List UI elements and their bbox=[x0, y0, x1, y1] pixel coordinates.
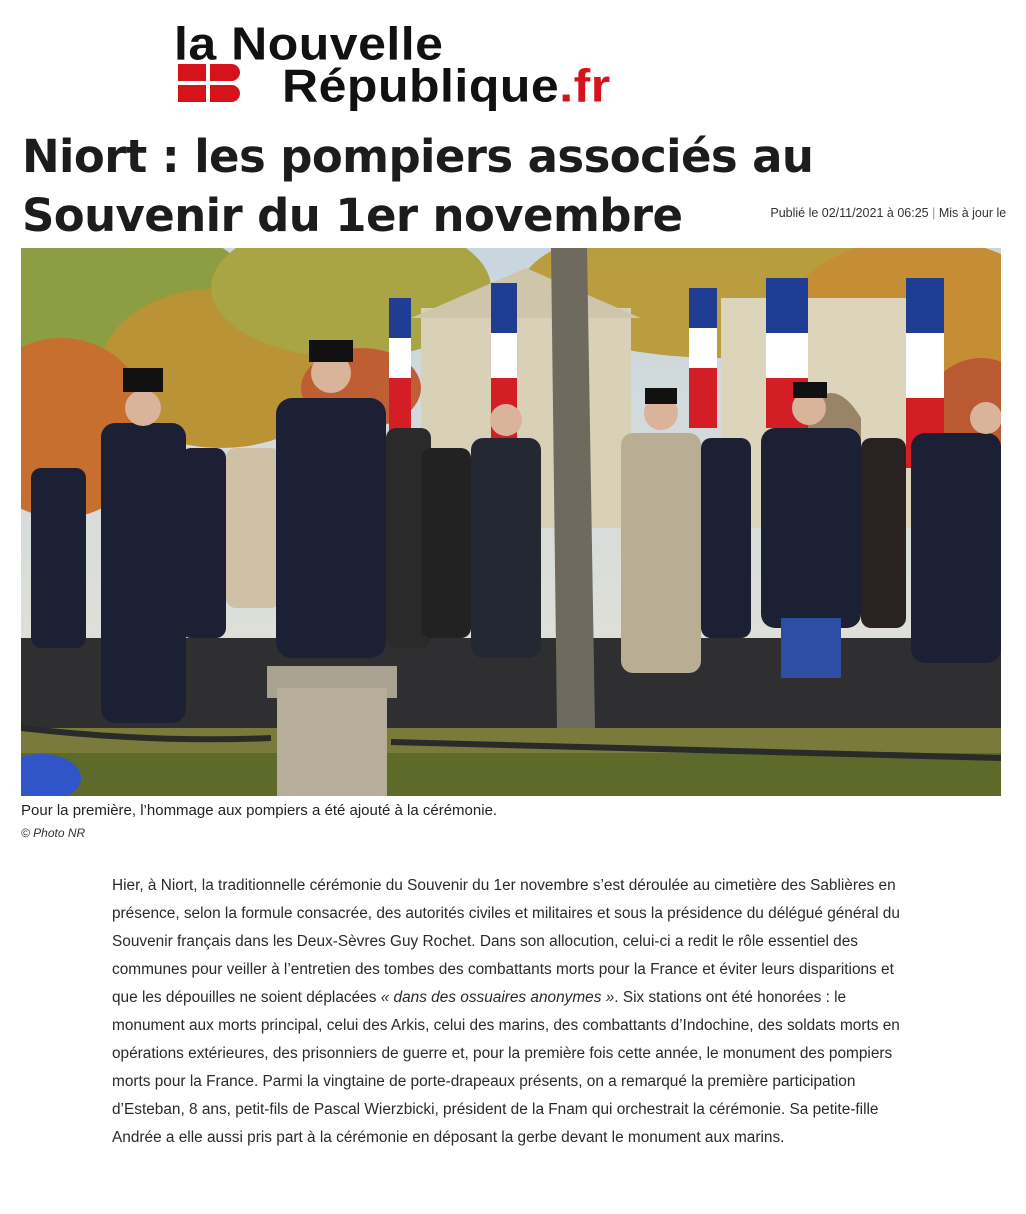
logo-text-name: République bbox=[282, 60, 560, 112]
article-body bbox=[112, 872, 912, 1152]
photo-caption: Pour la première, l’hommage aux pompiers a été ajouté à la cérémonie. bbox=[21, 802, 498, 819]
ceremony-photo-illustration bbox=[21, 248, 1001, 796]
article-body-quote: « dans des ossuaires anonymes » bbox=[380, 989, 615, 1006]
article-title: Niort : les pompiers associés au Souvenir du 1er novembre bbox=[22, 130, 814, 242]
photo-credit: © Photo NR bbox=[21, 826, 86, 840]
article-body-part1: Hier, à Niort, la traditionnelle cérémonie du Souvenir du 1er novembre s’est déroulée au cimetière des Sablières en présence, selon la formule consacrée, des autorités civiles et militaires et sous la présidence du délégué général du Souvenir français dans les Deux-Sèvres Guy Rochet. Dans son allocution, celui-ci a redit le rôle essentiel des communes pour veiller à l’entretien des tombes des combattants morts pour la France et éviter leurs disparitions et que les dépouilles ne soient déplacées bbox=[112, 877, 900, 1006]
logo-text-tld: .fr bbox=[559, 60, 611, 112]
dateline-separator: | bbox=[932, 206, 936, 220]
published-date: Publié le 02/11/2021 à 06:25 bbox=[770, 206, 929, 220]
logo-mark-icon bbox=[178, 64, 242, 104]
article-photo[interactable] bbox=[21, 248, 1001, 796]
logo-text-line1: la Nouvelle bbox=[174, 18, 444, 70]
site-logo[interactable] bbox=[172, 18, 932, 114]
logo-text-line2 bbox=[282, 60, 611, 112]
updated-date: Mis à jour le bbox=[938, 206, 1007, 220]
article-body-part2: . Six stations ont été honorées : le monument aux morts principal, celui des Arkis, celui des marins, des combattants d’Indochine, des soldats morts en opérations extérieures, des prisonniers de guerre et, pour la première fois cette année, le monument des pompiers morts pour la France. Parmi la vingtaine de porte-drapeaux présents, on a remarqué la première participation d’Esteban, 8 ans, petit-fils de Pascal Wierzbicki, président de la Fnam qui orchestrait la cérémonie. Sa petite-fille Andrée a elle aussi pris part à la cérémonie en déposant la gerbe devant le monument aux marins. bbox=[112, 989, 900, 1146]
